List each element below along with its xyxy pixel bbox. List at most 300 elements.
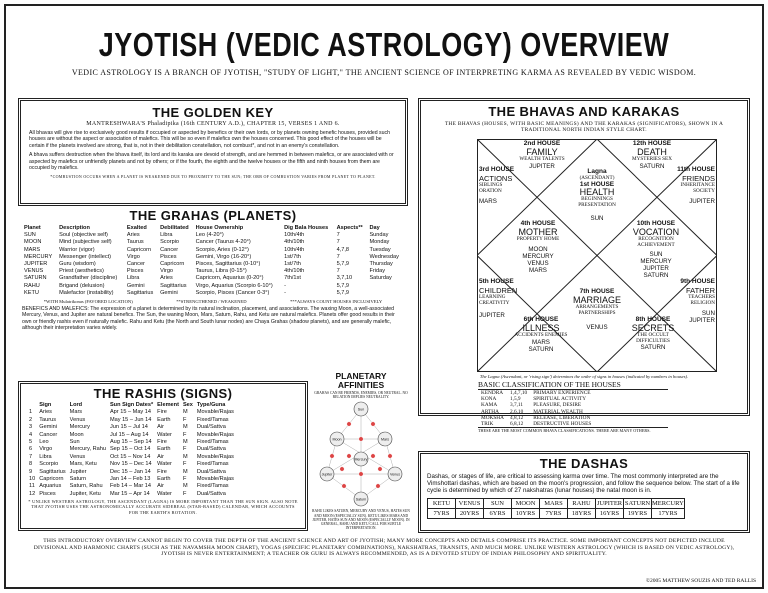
golden-key-note: *COMBUSTION OCCURS WHEN A PLANET IS WEAKENED DUE TO PROXIMITY TO THE SUN; THE ORB OF COMBUSTION VARIES FROM PLANET TO PLANET. <box>50 174 376 180</box>
classification-table <box>478 390 594 427</box>
rashis-table <box>27 402 236 498</box>
dasha-years: 17YRS <box>652 508 685 518</box>
graha-row-cell: Pisces, Sagittarius (0-10°) <box>195 261 261 268</box>
house-5 <box>479 279 523 319</box>
graha-row-cell: - <box>284 282 286 289</box>
dasha-years: 20YRS <box>456 508 484 518</box>
graha-row-cell <box>367 290 404 297</box>
graha-row-cell: Mind (subjective self) <box>59 239 112 246</box>
dasha-planet: MARS <box>540 498 568 508</box>
dasha-sequence-table <box>427 498 685 519</box>
rashi-row-cell: Fixed/Tamas <box>196 461 229 468</box>
graha-row-cell: 4,7,8 <box>336 246 350 253</box>
graha-row-cell: Capricorn <box>160 261 185 268</box>
rashi-row-cell: 10 <box>29 476 36 483</box>
col-number <box>27 402 37 409</box>
rashi-row-cell: F <box>182 476 187 483</box>
rashi-row-cell: Venus <box>69 416 86 423</box>
rashi-row-cell: Air <box>157 453 165 460</box>
graha-row-cell: Monday <box>369 239 390 246</box>
graha-row-cell: RAHU <box>24 282 40 289</box>
classification-row-cell: 1,5,9 <box>509 396 521 403</box>
col-description: Description <box>59 225 90 231</box>
rashi-row-cell: Dual/Sattva <box>196 490 226 497</box>
graha-row-cell: Wednesday <box>369 253 399 260</box>
classification-row-cell: MATERIAL WEALTH <box>533 408 583 415</box>
house-10-planets: SUN MERCURY JUPITER SATURN <box>640 251 672 280</box>
house-8-karakas: THE OCCULT DIFFICULTIES <box>636 331 670 344</box>
dasha-planet: JUPITER <box>596 499 623 507</box>
rashi-row-cell: Jupiter <box>69 468 87 475</box>
rashi-row-cell: M <box>182 453 188 460</box>
bhavas-subtitle: THE BHAVAS (HOUSES, WITH BASIC MEANINGS) AND THE KARAKAS (SIGNIFICATORS), SHOWN IN A TRADITIONAL NORTH INDIAN STYLE CHART. <box>444 121 724 134</box>
house-10 <box>623 221 689 279</box>
col-sign: Sign <box>39 402 52 408</box>
rashi-row-cell: M <box>182 439 188 446</box>
house-11-meaning: FRIENDS <box>682 173 715 183</box>
rashi-row-cell: Dual/Sattva <box>196 468 226 475</box>
graha-row-cell: 7th/1st <box>284 275 301 282</box>
house-1-planets: SUN <box>590 214 604 222</box>
affinity-label-mars: Mars <box>381 437 389 442</box>
graha-row-cell: 10th/4th <box>284 232 305 239</box>
house-9-meaning: FATHER <box>685 285 715 295</box>
house-2-planets: JUPITER <box>529 162 555 170</box>
rashi-row-cell: 4 <box>29 431 33 438</box>
classification-row-cell: RELEASE, LIBERATION <box>533 414 591 421</box>
house-3-planets: MARS <box>479 198 497 206</box>
graha-row-cell: Messenger (intellect) <box>59 253 112 260</box>
dasha-planet: MOON <box>512 498 540 508</box>
ascendant-label: (ASCENDANT) <box>579 174 615 181</box>
col-day: Day <box>369 225 380 231</box>
house-12-planets: SATURN <box>639 162 665 170</box>
graha-row <box>22 247 404 254</box>
rashi-row-cell: Mar 15 – Apr 14 <box>109 490 150 497</box>
house-7 <box>562 289 632 331</box>
affinity-label-saturn: Saturn <box>355 497 367 502</box>
graha-row-cell: Taurus, Libra (0-15°) <box>195 268 247 275</box>
graha-row-cell: Gemini <box>126 282 145 289</box>
graha-row <box>22 283 404 290</box>
rashi-row-cell: Fire <box>157 468 167 475</box>
house-3 <box>479 167 519 205</box>
golden-key-title: THE GOLDEN KEY <box>152 105 274 120</box>
classification-title: BASIC CLASSIFICATION OF THE HOUSES <box>478 380 668 390</box>
house-9 <box>671 279 715 324</box>
classification-row <box>478 409 594 415</box>
dasha-planet: MERCURY <box>652 499 684 507</box>
affinities-diagram <box>312 399 410 509</box>
affinities-note: RAHU LIKES SATURN, MERCURY AND VENUS, HATES SUN AND MOON (ESPECIALLY SUN). KETU LIKES MARS AND JUPITER, HATES SUN AND MOON (ESPECIALLY MOON). IN GENERAL, RAHU AND KETU CALL FOR SUBTLE INTERPRETATION. <box>312 509 410 531</box>
golden-key-panel <box>18 98 408 206</box>
col-sun-sign-dates: Sun Sign Dates* <box>109 402 154 408</box>
house-4-meaning: MOTHER <box>518 226 558 237</box>
house-6 <box>513 317 569 353</box>
graha-row <box>22 239 404 246</box>
dasha-years: 10YRS <box>512 508 540 518</box>
rashi-row-cell: Feb 14 – Mar 14 <box>109 483 151 490</box>
rashi-row-cell: Nov 15 – Dec 14 <box>109 461 152 468</box>
col-aspects: Aspects** <box>336 225 363 231</box>
graha-row-cell: Leo (4-20°) <box>195 232 224 239</box>
dasha-planet: SUN <box>484 498 512 508</box>
graha-row-cell: Warrior (vigor) <box>59 246 95 253</box>
rashis-header-row <box>27 402 236 409</box>
rashi-row-cell: Jan 14 – Feb 13 <box>109 476 151 483</box>
graha-row-cell: Libra <box>160 232 173 239</box>
rashi-row-cell: 11 <box>29 483 35 490</box>
rashi-row <box>27 424 236 431</box>
classification-row-cell: 3,7,11 <box>509 402 524 409</box>
house-3-karakas: SIBLINGS ORATION <box>479 181 503 194</box>
rashi-row <box>27 469 236 476</box>
dasha-years: 7YRS <box>428 508 456 518</box>
rashi-row-cell: Water <box>157 490 172 497</box>
graha-row-cell: Aries <box>126 232 140 239</box>
rashi-row-cell: Mercury, Rahu <box>69 446 106 453</box>
classification-row-cell: KENDRA <box>481 390 504 396</box>
house-7-number: 7th HOUSE <box>579 288 615 295</box>
house-12-meaning: DEATH <box>637 146 667 157</box>
rashi-row-cell: Earth <box>157 416 171 423</box>
rashi-row-cell: Mercury <box>69 424 90 431</box>
col-type-guna: Type/Guna <box>196 402 226 408</box>
rashi-row-cell: Oct 15 – Nov 14 <box>109 453 151 460</box>
grahas-note-3: ***ALWAYS COUNT HOUSES INCLUSIVELY <box>290 299 383 305</box>
affinities-title: PLANETARY AFFINITIES <box>335 371 387 390</box>
rashi-row-cell: Scorpio <box>39 461 59 468</box>
graha-row-cell: KETU <box>24 289 39 296</box>
graha-row-cell: Sagittarius <box>126 289 154 296</box>
graha-row-cell: Gemini, Virgo (16-20°) <box>195 253 252 260</box>
house-6-meaning: ILLNESS <box>522 322 560 333</box>
rashi-row-cell: Jupiter, Ketu <box>69 490 101 497</box>
graha-row-cell: 5,7,9 <box>336 282 350 289</box>
rashi-row-cell: F <box>182 416 187 423</box>
house-11-planets: JUPITER <box>689 198 715 206</box>
chart-note: The Lagna (Ascendant, or 'rising sign') determines the order of signs in houses (indicated by numbers in houses). <box>479 374 689 379</box>
rashi-row-cell: Water <box>157 461 172 468</box>
graha-row-cell: Friday <box>369 268 385 275</box>
rashi-row-cell: M <box>182 409 188 416</box>
rashi-row-cell: Fire <box>157 409 167 416</box>
rashi-row-cell: Dual/Sattva <box>196 446 226 453</box>
rashi-row-cell: Cancer <box>39 431 58 438</box>
dasha-planet-row <box>428 498 685 508</box>
classification-row <box>478 402 594 408</box>
graha-row-cell: Scorpio, Pisces (Cancer 0-3°) <box>195 289 270 296</box>
rashi-row-cell: 6 <box>29 446 33 453</box>
grahas-notes <box>22 299 404 304</box>
graha-row-cell: Taurus <box>126 239 144 246</box>
graha-row-cell: JUPITER <box>24 261 48 268</box>
graha-row-cell: Saturday <box>369 275 392 282</box>
rashi-row-cell: 1 <box>29 409 33 416</box>
affinities-panel <box>312 372 410 534</box>
rashi-row-cell: Mars <box>69 409 83 416</box>
graha-row-cell: Soul (objective self) <box>59 232 108 239</box>
house-10-meaning: VOCATION <box>632 226 680 237</box>
classification-row-cell: SPIRITUAL ACTIVITY <box>533 396 587 403</box>
graha-row-cell: 3,7,10 <box>336 275 353 282</box>
bhavas-title: THE BHAVAS AND KARAKAS <box>488 104 680 119</box>
rashi-row-cell: 3 <box>29 424 33 431</box>
graha-row-cell: Tuesday <box>369 246 391 253</box>
house-10-karakas: RECOGNITION ACHIEVEMENT <box>637 235 675 248</box>
house-5-planets: JUPITER <box>479 312 505 320</box>
classification-row-cell: PRIMARY EXPERIENCE <box>533 390 591 396</box>
rashi-row-cell: Sep 15 – Oct 14 <box>109 446 151 453</box>
grahas-header-row <box>22 225 404 232</box>
rashi-row-cell: Fire <box>157 439 167 446</box>
page-subtitle: VEDIC ASTROLOGY IS A BRANCH OF JYOTISH, "STUDY OF LIGHT," THE ANCIENT SCIENCE OF INTERPRETING KARMA AS REVEALED BY VEDIC WISDOM. <box>71 68 697 77</box>
graha-row-cell: Thursday <box>369 261 393 268</box>
graha-row-cell: Capricorn <box>126 246 152 253</box>
col-house-ownership: House Ownership <box>195 225 244 231</box>
house-1 <box>562 169 632 222</box>
rashi-row-cell: F <box>182 461 187 468</box>
dasha-years: 6YRS <box>484 508 512 518</box>
house-11-number: 11th HOUSE <box>677 166 715 173</box>
house-12 <box>622 141 682 170</box>
rashi-row-cell: 5 <box>29 439 33 446</box>
graha-row-cell: Scorpio, Aries (0-12°) <box>195 246 249 253</box>
classification-row-cell: KONA <box>481 396 497 403</box>
rashi-row-cell: Virgo <box>39 446 53 453</box>
dashas-panel <box>418 451 750 533</box>
graha-row-cell: Sagittarius <box>160 282 187 289</box>
rashi-row-cell: Gemini <box>39 424 57 431</box>
graha-row-cell: Virgo <box>160 268 174 275</box>
rashi-row-cell: Water <box>157 431 172 438</box>
rashi-row-cell: F <box>182 431 187 438</box>
classification-row-cell: PLEASURE, DESIRE <box>533 402 582 409</box>
rashi-row-cell: Saturn <box>69 476 87 483</box>
house-3-number: 3rd HOUSE <box>479 166 515 173</box>
house-2 <box>512 141 572 170</box>
graha-row-cell: 7 <box>336 268 340 275</box>
graha-row-cell: 7 <box>336 232 340 239</box>
house-5-number: 5th HOUSE <box>479 278 514 285</box>
grahas-note-2: **STRENGTHENED / WEAKENED <box>176 299 247 305</box>
house-4-planets: MOON MERCURY VENUS MARS <box>522 245 554 274</box>
house-2-number: 2nd HOUSE <box>523 140 561 147</box>
house-1-meaning: HEALTH <box>579 187 615 198</box>
dasha-planet: SATURN <box>624 499 651 507</box>
house-9-planets: SUN JUPITER <box>689 310 715 325</box>
dasha-planet: VENUS <box>456 498 484 508</box>
house-9-karakas: TEACHERS RELIGION <box>688 293 715 306</box>
benefics-malefics-text: BENEFICS AND MALEFICS: The expression of a planet is determined by its natural inclination, placement, and associations. The waxing Moon, a well-associated Mercury, Venus, and Jupiter are natural benefics. The Sun, the waning Moon, Mars, Saturn, Rahu, and Ketu are natural malefics. Planets offer good results in their own or friendly rashis even if naturally malefic. Rahu and Ketu (the North and South lunar nodes) are Chaya Grahas (shadow planets), and are generally malefic, although their interpretation varies widely. <box>22 306 395 332</box>
rashis-panel <box>18 381 308 531</box>
graha-row-cell: 4th/10th <box>284 268 305 275</box>
rashi-row-cell: 12 <box>29 490 36 497</box>
rashi-row-cell: Taurus <box>39 416 57 423</box>
dasha-years: 16YRS <box>596 508 624 518</box>
dashas-text: Dashas, or stages of life, are critical to assessing karma over time. The most commonly interpreted are the Vimshottari dashas, which are based on the moon's progression, and follow the sequence below. The start of a life cycle is determined by which of 27 nakshatras (lunar houses) the natal moon is in. <box>427 473 740 495</box>
rashi-row <box>27 439 236 446</box>
rashi-row-cell: Sun <box>69 439 80 446</box>
rashis-title: THE RASHIS (SIGNS) <box>93 386 233 401</box>
graha-row <box>22 275 404 282</box>
rashi-row-cell: 2 <box>29 416 33 423</box>
graha-row-cell: Pisces <box>160 253 177 260</box>
rashi-row-cell: Pisces <box>39 490 56 497</box>
classification-note: THESE ARE THE MOST COMMON BHAVA CLASSIFICATIONS. THERE ARE MANY OTHERS. <box>478 427 668 433</box>
graha-row-cell: Sunday <box>369 232 389 239</box>
rashi-row-cell: Mars, Ketu <box>69 461 97 468</box>
col-sex: Sex <box>182 402 193 408</box>
lagna-label: Lagna <box>587 168 607 175</box>
rashi-row-cell: Venus <box>69 453 86 460</box>
house-4-karakas: PROPERTY HOME <box>516 235 560 242</box>
rashi-row-cell: M <box>182 483 188 490</box>
rashi-row-cell: 9 <box>29 468 33 475</box>
rashi-row-cell: Dec 15 – Jan 14 <box>109 468 151 475</box>
graha-row <box>22 232 404 239</box>
house-6-number: 6th HOUSE <box>523 316 559 323</box>
rashi-row-cell: Earth <box>157 446 171 453</box>
rashi-row-cell: Movable/Rajas <box>196 431 234 438</box>
dasha-planet: KETU <box>428 498 456 508</box>
graha-row-cell: Libra <box>126 275 140 282</box>
rashi-row-cell: F <box>182 446 187 453</box>
house-4-number: 4th HOUSE <box>520 220 556 227</box>
graha-row-cell: Virgo <box>126 253 140 260</box>
graha-row-cell: SUN <box>24 232 36 239</box>
graha-row-cell: Aries <box>160 275 173 282</box>
house-8-number: 8th HOUSE <box>635 316 671 323</box>
rashi-row-cell: Saturn, Rahu <box>69 483 103 490</box>
col-lord: Lord <box>69 402 83 408</box>
classification-row-cell: 6,8,12 <box>509 421 524 428</box>
rashi-row <box>27 454 236 461</box>
graha-row <box>22 254 404 261</box>
graha-row-cell: VENUS <box>24 268 44 275</box>
classification-row-cell: 1,4,7,10 <box>509 390 528 396</box>
dasha-years: 19YRS <box>624 508 652 518</box>
rashi-row-cell: Air <box>157 483 165 490</box>
house-1-number: 1st HOUSE <box>579 180 615 188</box>
house-7-meaning: MARRIAGE <box>572 294 621 305</box>
rashis-note: * UNLIKE WESTERN ASTROLOGY, THE ASCENDANT (LAGNA) IS MORE IMPORTANT THAN THE SUN SIGN. ALSO NOTE THAT JYOTISH USES THE ASTRONOMICALLY ACCURATE SIDEREAL (STAR-BASED) CALENDAR, WHICH ACCOUNTS FOR THE EARTH'S ROTATION. <box>28 499 298 515</box>
affinity-label-jupiter: Jupiter <box>321 472 333 477</box>
rashi-row-cell: Apr 15 – May 14 <box>109 409 151 416</box>
rashi-row <box>27 446 236 453</box>
graha-row-cell: 1st/7th <box>284 253 301 260</box>
graha-row-cell: 5,7,9 <box>336 289 350 296</box>
affinities-subtitle: GRAHAS CAN BE FRIENDS, ENEMIES, OR NEUTRAL. NO RELATION IMPLIES NEUTRALITY. <box>314 391 408 400</box>
rashi-row-cell: Aries <box>39 409 52 416</box>
graha-row-cell: MERCURY <box>24 253 53 260</box>
graha-row-cell: SATURN <box>24 275 47 282</box>
golden-key-source: MANTRESHWARA'S Phaladipika (16th CENTURY A.D.), CHAPTER 15, VERSES 1 AND 6. <box>86 121 340 127</box>
golden-key-paragraph-1: All bhavas will give rise to exclusively good results if occupied or aspected by benefics or their own lords, or by planets owning benefic houses, provided such houses are without the aspect or association of malefics. This will be so even if malefics own the houses concerned. This good effect of the houses will be certain if the planets involved are strong, that is, not in their debilitation constellation, not combust*, and not in an enemy's constellation. <box>29 130 391 149</box>
house-6-planets: MARS SATURN <box>528 338 554 353</box>
dasha-planet: RAHU <box>568 498 596 508</box>
col-dig-bala: Dig Bala Houses <box>284 225 329 231</box>
graha-row-cell: Cancer <box>160 246 179 253</box>
house-8-planets: SATURN <box>640 344 666 352</box>
graha-row-cell: - <box>284 289 286 296</box>
house-2-meaning: FAMILY <box>526 146 558 157</box>
rashi-row <box>27 432 236 439</box>
house-10-number: 10th HOUSE <box>636 220 676 227</box>
graha-row-cell: 4th/10th <box>284 239 305 246</box>
classification-row-cell: KAMA <box>481 402 498 409</box>
rashi-row <box>27 409 236 416</box>
classification-row-cell: MOKSHA <box>481 414 504 421</box>
house-5-karakas: LEARNING CREATIVITY <box>479 293 510 306</box>
house-6-karakas: ACCIDENTS ENEMIES <box>514 331 568 338</box>
rashi-row <box>27 417 236 424</box>
house-classification <box>478 380 698 433</box>
bhava-chart <box>477 139 717 372</box>
rashi-row-cell: Jul 15 – Aug 14 <box>109 431 149 438</box>
rashi-row-cell: M <box>182 468 188 475</box>
golden-key-paragraph-2: A bhava suffers destruction when the bhava itself, its lord and its karaka are devoid of strength, and are hemmed in between malefics, or are associated with or aspected by malefics or unfriendly planets and not by others; or if the fourth, the eighth and the twelve houses or the fifth and ninth houses from them are occupied by malefics. <box>29 152 394 172</box>
rashi-row-cell: Jun 15 – Jul 14 <box>109 424 148 431</box>
graha-row-cell: 10th/4th <box>284 246 305 253</box>
house-5-meaning: CHILDREN <box>479 285 518 295</box>
rashi-row-cell: Movable/Rajas <box>196 476 234 483</box>
graha-row <box>22 290 404 297</box>
graha-row-cell: MOON <box>24 239 42 246</box>
rashi-row-cell: Moon <box>69 431 84 438</box>
affinity-label-venus: Venus <box>390 472 400 477</box>
house-8-meaning: SECRETS <box>631 322 675 333</box>
rashi-row-cell: Leo <box>39 439 49 446</box>
rashi-row-cell: 7 <box>29 453 33 460</box>
graha-row-cell: Malefactor (instability) <box>59 289 114 296</box>
graha-row-cell: Gemini <box>160 289 178 296</box>
graha-row-cell: Scorpio <box>160 239 180 246</box>
affinity-label-sun: Sun <box>357 407 365 412</box>
rashi-row <box>27 491 236 498</box>
graha-row-cell: MARS <box>24 246 41 253</box>
col-planet: Planet <box>24 225 41 231</box>
graha-row-cell: Cancer (Taurus 4-20°) <box>195 239 251 246</box>
house-12-karakas: MYSTERIES SEX <box>632 155 672 162</box>
classification-row-cell: DESTRUCTIVE HOUSES <box>533 421 592 428</box>
graha-row <box>22 261 404 268</box>
grahas-panel <box>18 206 408 378</box>
rashi-row-cell: F <box>182 490 187 497</box>
page-title: JYOTISH (VEDIC ASTROLOGY) OVERVIEW <box>98 26 670 64</box>
rashi-row-cell: Dual/Sattva <box>196 424 226 431</box>
house-9-number: 9th HOUSE <box>680 278 715 285</box>
col-debilitated: Debilitated <box>160 225 189 231</box>
rashi-row-cell: Movable/Rajas <box>196 453 234 460</box>
col-element: Element <box>157 402 179 408</box>
grahas-table <box>22 225 404 297</box>
graha-row-cell: Pisces <box>126 268 144 275</box>
rashi-row-cell: Movable/Rajas <box>196 409 234 416</box>
rashi-row-cell: 8 <box>29 461 33 468</box>
house-1-karakas: BEGINNINGS PRESENTATION <box>578 196 616 209</box>
rashi-row <box>27 461 236 468</box>
affinity-label-mercury: Mercury <box>354 457 368 462</box>
graha-row-cell: Capricorn, Aquarius (0-20°) <box>195 275 264 282</box>
graha-row-cell: Cancer <box>126 261 145 268</box>
copyright: ©2005 MATTHEW SOUZIS AND TED RALLIS <box>645 578 756 584</box>
house-7-planets: VENUS <box>586 324 608 332</box>
rashi-row <box>27 483 236 490</box>
grahas-note-1: *WITH Mulatrikonas (FAVORED LOCATION) <box>43 299 133 305</box>
graha-row-cell: Brigand (delusion) <box>59 282 105 289</box>
graha-row-cell: 7 <box>336 253 340 260</box>
